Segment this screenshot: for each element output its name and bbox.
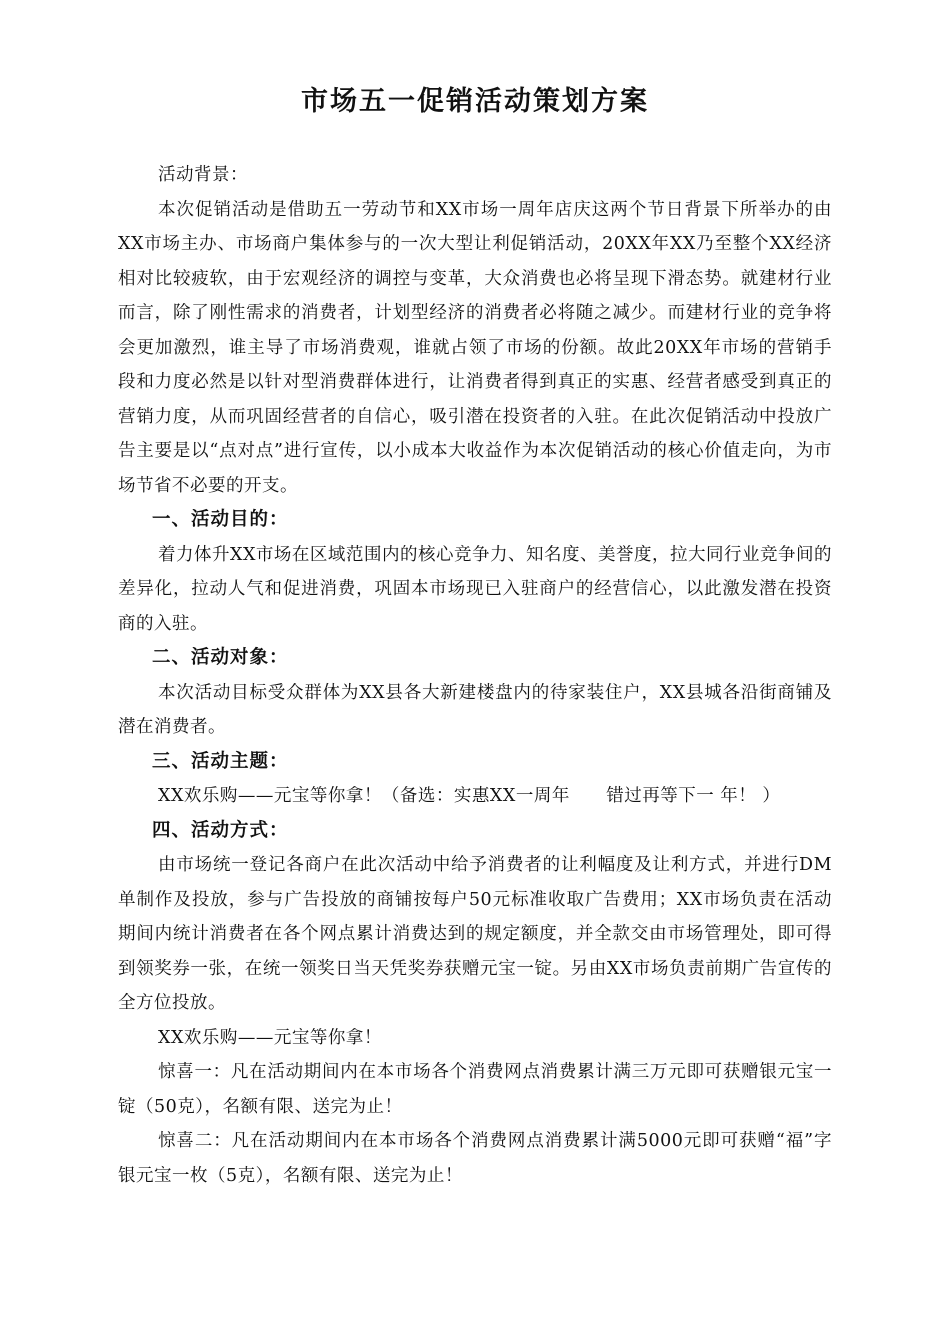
target-heading: 二、活动对象： — [152, 647, 289, 668]
document-title: 市场五一促销活动策划方案 — [301, 86, 649, 117]
document-body — [118, 158, 832, 1193]
goal-heading: 一、活动目的： — [152, 509, 289, 530]
theme-paragraph: XX欢乐购——元宝等你拿！（备选：实惠XX一周年 错过再等下一 年！ ） — [158, 786, 781, 806]
goal-paragraph: 着力体升XX市场在区域范围内的核心竞争力、知名度、美誉度，拉大同行业竞争间的差异化，拉动人气和促进消费，巩固本市场现已入驻商户的经营信心，以此激发潜在投资商的入驻。 — [118, 544, 832, 634]
theme-heading: 三、活动主题： — [152, 750, 289, 772]
target-paragraph: 本次活动目标受众群体为XX县各大新建楼盘内的待家装住户，XX县城各沿街商铺及潜在消费者。 — [118, 682, 832, 737]
surprise-two-paragraph: 惊喜二：凡在活动期间内在本市场各个消费网点消费累计满5000元即可获赠“福”字银元宝一枚（5克），名额有限、送完为止！ — [118, 1131, 832, 1186]
surprise-one-paragraph: 惊喜一：凡在活动期间内在本市场各个消费网点消费累计满三万元即可获赠银元宝一锭（50克），名额有限、送完为止！ — [118, 1062, 832, 1117]
slogan-line: XX欢乐购——元宝等你拿！ — [158, 1027, 382, 1048]
method-paragraph: 由市场统一登记各商户在此次活动中给予消费者的让利幅度及让利方式，并进行DM单制作及投放，参与广告投放的商铺按每户50元标准收取广告费用；XX市场负责在活动期间内统计消费者在各个网点累计消费达到的规定额度，并全款交由市场管理处，即可得到领奖券一张，在统一领奖日当天凭奖券获赠元宝一锭。另由XX市场负责前期广告宣传的全方位投放。 — [118, 855, 832, 1013]
background-label: 活动背景： — [158, 165, 248, 185]
method-heading: 四、活动方式： — [152, 819, 289, 841]
background-paragraph: 本次促销活动是借助五一劳动节和XX市场一周年店庆这两个节日背景下所举办的由XX市场主办、市场商户集体参与的一次大型让利促销活动，20XX年XX乃至整个XX经济相对比较疲软，由于宏观经济的调控与变革，大众消费也必将呈现下滑态势。就建材行业而言，除了刚性需求的消费者，计划型经济的消费者必将随之减少。而建材行业的竞争将会更加激烈，谁主导了市场消费观，谁就占领了市场的份额。故此20XX年市场的营销手段和力度必然是以针对型消费群体进行，让消费者得到真正的实惠、经营者感受到真正的营销力度，从而巩固经营者的自信心，吸引潜在投资者的入驻。在此次促销活动中投放广告主要是以“点对点”进行宣传，以小成本大收益作为本次促销活动的核心价值走向，为市场节省不必要的开支。 — [118, 199, 832, 496]
